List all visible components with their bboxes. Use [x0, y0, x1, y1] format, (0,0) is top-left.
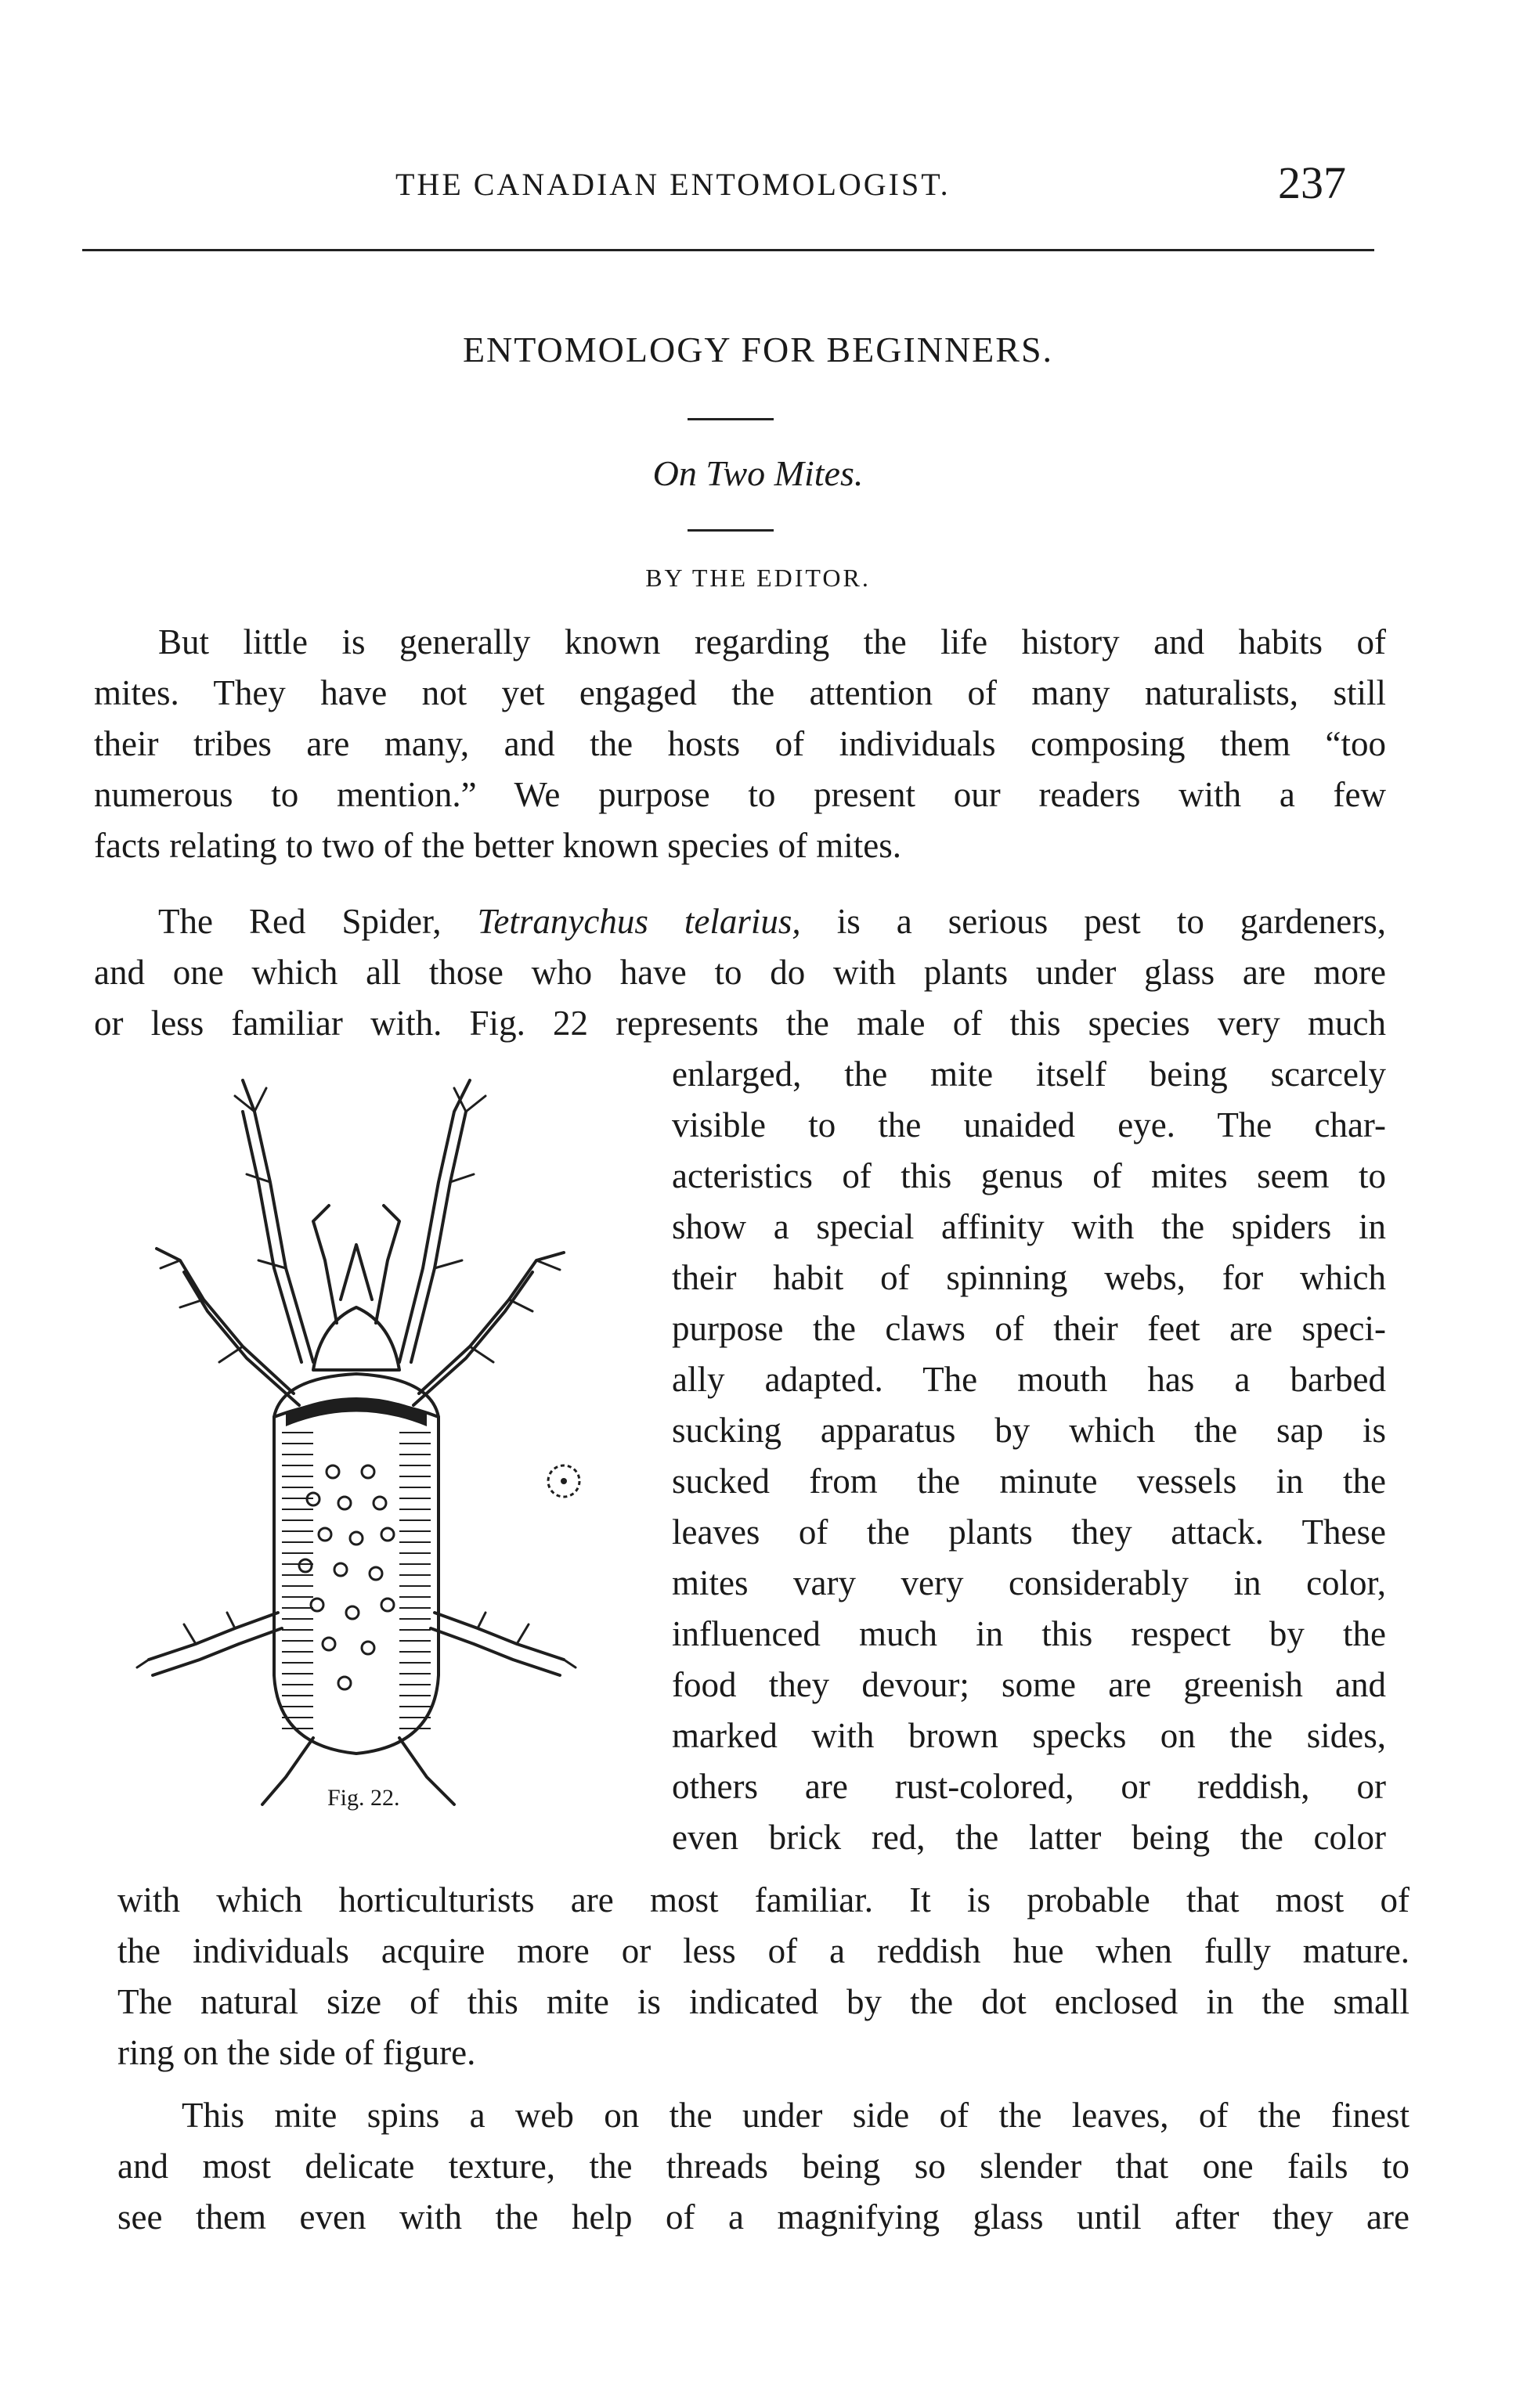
text-line: visible to the unaided eye. The char-: [672, 1105, 1386, 1145]
natural-size-ring-icon: [540, 1458, 587, 1505]
text-line: even brick red, the latter being the color: [672, 1818, 1386, 1857]
text-fragment: is a serious pest to gardeners,: [836, 902, 1387, 941]
paragraph-2-wrapped: [672, 1049, 1386, 1863]
text-line: and most delicate texture, the threads being so slender that one fails to: [117, 2147, 1410, 2186]
text-fragment: The Red Spider,: [158, 902, 442, 941]
text-line: influenced much in this respect by the: [672, 1614, 1386, 1653]
text-line: enlarged, the mite itself being scarcely: [672, 1054, 1386, 1094]
text-line: This mite spins a web on the under side of the leaves, of the finest: [182, 2096, 1410, 2135]
text-line: purpose the claws of their feet are speci-: [672, 1309, 1386, 1348]
text-line: The natural size of this mite is indicated by the dot enclosed in the small: [117, 1982, 1410, 2021]
text-line: mites. They have not yet engaged the attention of many naturalists, still: [94, 673, 1386, 712]
text-line: others are rust-colored, or reddish, or: [672, 1767, 1386, 1806]
text-line: or less familiar with. Fig. 22 represents the male of this species very much: [94, 1004, 1386, 1043]
text-line: and one which all those who have to do with plants under glass are more: [94, 953, 1386, 992]
text-line: mites vary very considerably in color,: [672, 1563, 1386, 1602]
species-name: Tetranychus telarius,: [477, 902, 801, 941]
text-line: show a special affinity with the spiders in: [672, 1207, 1386, 1246]
text-line: numerous to mention.” We purpose to present our readers with a few: [94, 775, 1386, 814]
text-line: their habit of spinning webs, for which: [672, 1258, 1386, 1297]
text-line: marked with brown specks on the sides,: [672, 1716, 1386, 1755]
text-line: facts relating to two of the better known species of mites.: [94, 826, 901, 865]
figure-caption: Fig. 22.: [327, 1785, 400, 1811]
paragraph-3: [117, 2090, 1410, 2243]
text-line: [94, 896, 1386, 947]
text-line: with which horticulturists are most familiar. It is probable that most of: [117, 1880, 1410, 1920]
journal-title: THE CANADIAN ENTOMOLOGIST.: [395, 167, 951, 202]
text-line: But little is generally known regarding the life history and habits of: [158, 622, 1386, 661]
text-line: the individuals acquire more or less of a reddish hue when fully mature.: [117, 1931, 1410, 1970]
paragraph-1: [94, 617, 1386, 871]
text-line: food they devour; some are greenish and: [672, 1665, 1386, 1704]
text-line: leaves of the plants they attack. These: [672, 1512, 1386, 1552]
header-rule: [82, 249, 1374, 251]
byline: BY THE EDITOR.: [645, 564, 871, 592]
subtitle-rule: [688, 529, 774, 532]
text-line: acteristics of this genus of mites seem to: [672, 1156, 1386, 1195]
mite-illustration: [117, 1065, 603, 1808]
text-line: their tribes are many, and the hosts of individuals composing them “too: [94, 724, 1386, 763]
text-line: ring on the side of figure.: [117, 2033, 476, 2072]
text-line: sucking apparatus by which the sap is: [672, 1411, 1386, 1450]
page-number: 237: [1278, 157, 1346, 208]
running-head: [0, 157, 1516, 211]
article-subtitle: On Two Mites.: [652, 453, 864, 493]
section-title: ENTOMOLOGY FOR BEGINNERS.: [462, 330, 1054, 369]
figure-red-spider-mite: [117, 1065, 603, 1808]
paragraph-2-continued: [117, 1875, 1410, 2078]
text-line: sucked from the minute vessels in the: [672, 1462, 1386, 1501]
paragraph-2-opening: [94, 896, 1386, 1049]
text-line: ally adapted. The mouth has a barbed: [672, 1360, 1386, 1399]
title-rule: [688, 418, 774, 420]
text-line: see them even with the help of a magnifying glass until after they are: [117, 2197, 1410, 2237]
